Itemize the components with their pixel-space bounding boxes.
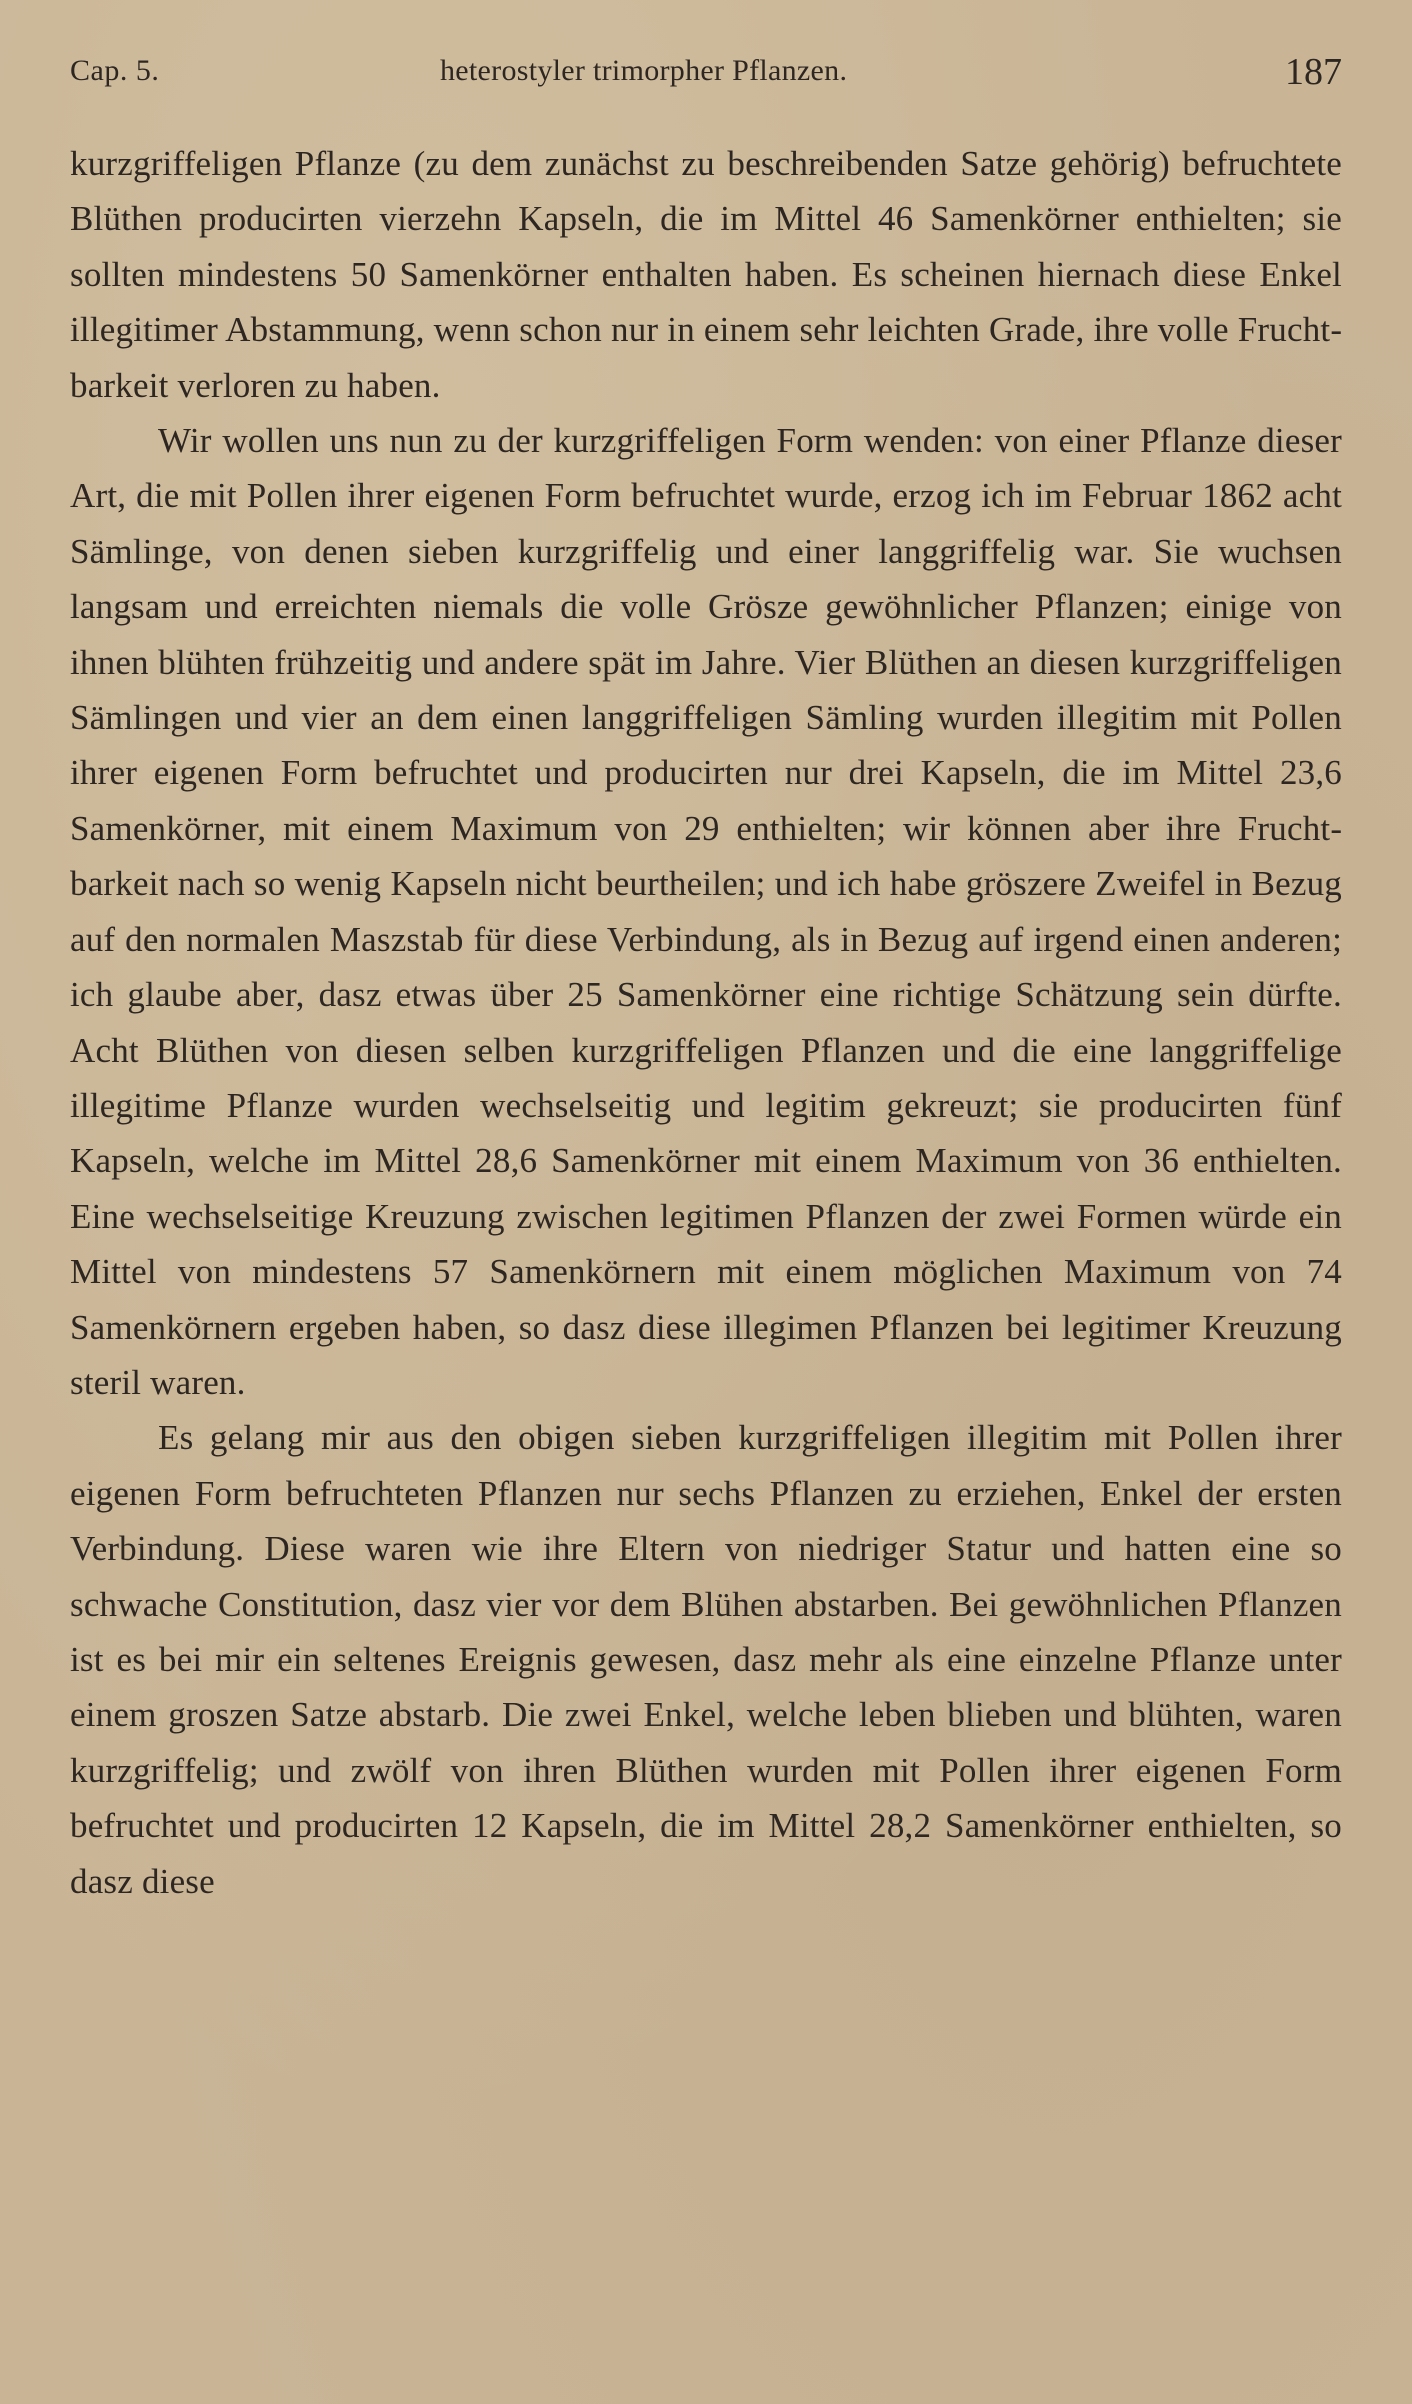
paragraph: Wir wollen uns nun zu der kurzgriffeligen Form wenden: von einer Pflanze dieser Art, die mit Pollen ihrer eigenen Form befruchtet wurde, erzog ich im Februar 1862 acht Sämlinge, von denen sieben kurzgriffelig und einer langgriffelig war. Sie wuchsen langsam und erreichten niemals die volle Grösze gewöhnlicher Pflanzen; einige von ihnen blühten frühzeitig und andere spät im Jahre. Vier Blüthen an diesen kurzgriffeligen Sämlingen und vier an dem einen langgriffeligen Sämling wurden illegitim mit Pollen ihrer eigenen Form befruchtet und producirten nur drei Kapseln, die im Mittel 23,6 Samenkörner, mit einem Maximum von 29 enthielten; wir können aber ihre Fruchtbarkeit nach so wenig Kapseln nicht beurtheilen; und ich habe gröszere Zweifel in Bezug auf den normalen Maszstab für diese Verbindung, als in Bezug auf irgend einen anderen; ich glaube aber, dasz etwas über 25 Samenkörner eine richtige Schätzung sein dürfte. Acht Blüthen von diesen selben kurzgriffeligen Pflanzen und die eine langgriffelige illegitime Pflanze wurden wechselseitig und legitim gekreuzt; sie producirten fünf Kapseln, welche im Mittel 28,6 Samenkörner mit einem Maximum von 36 enthielten. Eine wechselseitige Kreuzung zwischen legitimen Pflanzen der zwei Formen würde ein Mittel von mindestens 57 Samenkörnern mit einem möglichen Maximum von 74 Samenkörnern ergeben haben, so dasz diese illegimen Pflanzen bei legitimer Kreuzung steril waren. (70, 421, 1342, 1402)
chapter-label: Cap. 5. (70, 54, 160, 87)
running-head (70, 48, 1342, 98)
page-number: 187 (1285, 51, 1342, 93)
paragraph-continued: kurzgriffeligen Pflanze (zu dem zunächst zu beschreibenden Satze gehörig) befruchtete Blüthen producirten vierzehn Kapseln, die im Mittel 46 Samenkörner enthielten; sie sollten mindestens 50 Samenkörner enthalten haben. Es scheinen hiernach diese Enkel illegitimer Abstammung, wenn schon nur in einem sehr leichten Grade, ihre volle Fruchtbarkeit verloren zu haben. (70, 144, 1342, 405)
running-title: heterostyler trimorpher Pflanzen. (440, 54, 848, 87)
paragraph: Es gelang mir aus den obigen sieben kurzgriffeligen illegitim mit Pollen ihrer eigenen Form befruchteten Pflanzen nur sechs Pflanzen zu erziehen, Enkel der ersten Verbindung. Diese waren wie ihre Eltern von niedriger Statur und hatten eine so schwache Constitution, dasz vier vor dem Blühen abstarben. Bei gewöhnlichen Pflanzen ist es bei mir ein seltenes Ereignis gewesen, dasz mehr als eine einzelne Pflanze unter einem groszen Satze abstarb. Die zwei Enkel, welche leben blieben und blühten, waren kurzgriffelig; und zwölf von ihren Blüthen wurden mit Pollen ihrer eigenen Form befruchtet und producirten 12 Kapseln, die im Mittel 28,2 Samenkörner enthielten, so dasz diese (70, 1418, 1342, 1901)
body-text (70, 136, 1342, 1909)
